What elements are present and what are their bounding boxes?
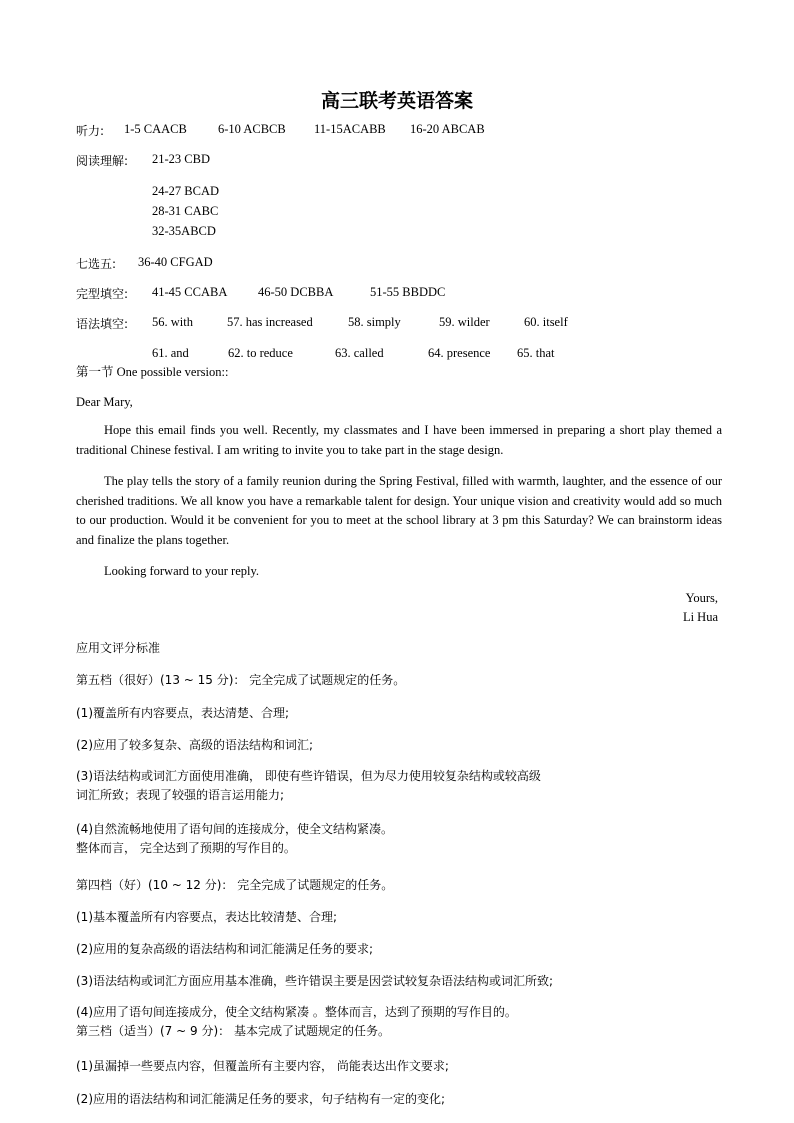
answer-group: 41-45 CCABA [152,285,228,299]
level5-summary: 整体而言， 完全达到了预期的写作目的。 [76,841,296,855]
letter-paragraph-3: Looking forward to your reply. [104,564,260,578]
answer-item: 64. presence [428,346,491,360]
level4-item: (2)应用的复杂高级的语法结构和词汇能满足任务的要求; [76,942,374,956]
level5-item: 词汇所致；表现了较强的语言运用能力; [76,788,285,802]
writing-section-label: 第一节 One possible version:: [76,365,229,379]
answer-group: 32-35ABCD [152,224,216,238]
answer-item: 56. with [152,315,193,329]
level5-item: (1)覆盖所有内容要点，表达清楚、合理; [76,706,290,720]
level4-item: (3)语法结构或词汇方面应用基本准确，些许错误主要是因尝试较复杂语法结构或词汇所致; [76,974,554,988]
level5-item: (3)语法结构或词汇方面使用准确， 即使有些许错误，但为尽力使用较复杂结构或较高级 [76,769,541,783]
answer-group: 1-5 CAACB [124,122,187,136]
level5-title: 第五档（很好）(13 ~ 15 分)： 完全完成了试题规定的任务。 [76,673,406,687]
grammar-label: 语法填空: [76,317,129,331]
level3-title: 第三档（适当）(7 ~ 9 分)： 基本完成了试题规定的任务。 [76,1024,390,1038]
answer-item: 62. to reduce [228,346,293,360]
answer-item: 58. simply [348,315,401,329]
level3-item: (2)应用的语法结构和词汇能满足任务的要求，句子结构有一定的变化; [76,1092,446,1106]
level5-item: (2)应用了较多复杂、高级的语法结构和词汇; [76,738,314,752]
answer-item: 59. wilder [439,315,490,329]
level4-item: (4)应用了语句间连接成分，使全文结构紧凑 。整体而言，达到了预期的写作目的。 [76,1005,517,1019]
answer-group: 16-20 ABCAB [410,122,485,136]
page-title: 高三联考英语答案 [320,90,473,112]
listening-label: 听力: [76,124,105,138]
answer-item: 63. called [335,346,384,360]
answer-group: 46-50 DCBBA [258,285,334,299]
level5-item: (4)自然流畅地使用了语句间的连接成分，使全文结构紧凑。 [76,822,394,836]
scoring-heading: 应用文评分标准 [76,641,161,655]
level4-item: (1)基本覆盖所有内容要点，表达比较清楚、合理; [76,910,338,924]
answer-item: 57. has increased [227,315,313,329]
answer-group: 51-55 BBDDC [370,285,446,299]
letter-greeting: Dear Mary, [76,395,133,409]
seven-five-label: 七选五: [76,257,117,271]
answer-group: 21-23 CBD [152,152,210,166]
cloze-label: 完型填空: [76,287,129,301]
letter-paragraph-1: Hope this email finds you well. Recently, my classmates and I have been immersed in preparing a short play themed a traditional Chinese festival. I am writing to invite you to take part in the stage design. [76,423,722,457]
answer-group: 28-31 CABC [152,204,219,218]
letter-closing: Yours, [685,591,718,605]
answer-group: 11-15ACABB [314,122,386,136]
answer-item: 61. and [152,346,189,360]
answer-group: 6-10 ACBCB [218,122,286,136]
answer-group: 24-27 BCAD [152,184,220,198]
answer-group: 36-40 CFGAD [138,255,213,269]
reading-label: 阅读理解: [76,154,129,168]
answer-item: 65. that [517,346,555,360]
letter-signature: Li Hua [682,610,718,624]
level4-title: 第四档（好）(10 ~ 12 分)： 完全完成了试题规定的任务。 [76,878,394,892]
level3-item: (1)虽漏掉一些要点内容，但覆盖所有主要内容， 尚能表达出作文要求; [76,1059,449,1073]
answer-item: 60. itself [524,315,568,329]
letter-paragraph-2: The play tells the story of a family reunion during the Spring Festival, filled with warmth, laughter, and the essence of our cherished traditions. We all know you have a remarkable talent for design. Your unique vision and creativity would add so much to our production. Would it be convenient for you to meet at the school library at 3 pm this Saturday? We can brainstorm ideas and finalize the plans together. [76,474,722,547]
